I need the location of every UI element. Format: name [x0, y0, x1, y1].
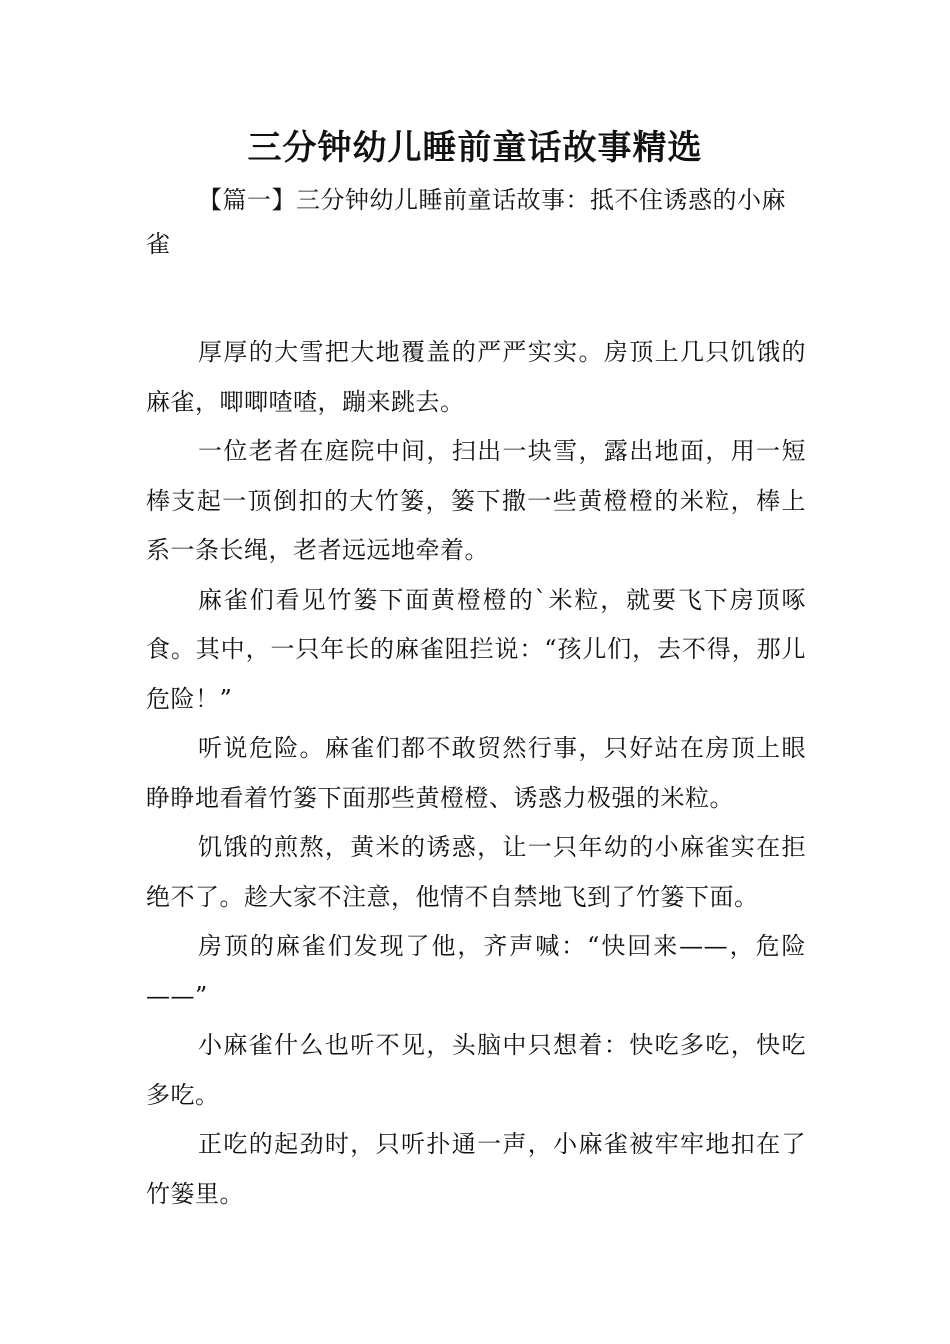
story-paragraph: 饥饿的煎熬，黄米的诱惑，让一只年幼的小麻雀实在拒绝不了。趁大家不注意，他情不自禁地飞到了竹篓下面。: [146, 833, 806, 911]
story-paragraph: 一位老者在庭院中间，扫出一块雪，露出地面，用一短棒支起一顶倒扣的大竹篓，篓下撒一些黄橙橙的米粒，棒上系一条长绳，老者远远地牵着。: [146, 437, 806, 564]
story-body: [146, 328, 806, 1219]
story-paragraph: 厚厚的大雪把大地覆盖的严严实实。房顶上几只饥饿的麻雀，唧唧喳喳，蹦来跳去。: [146, 338, 806, 416]
story-paragraph: 听说危险。麻雀们都不敢贸然行事，只好站在房顶上眼睁睁地看着竹篓下面那些黄橙橙、诱惑力极强的米粒。: [146, 734, 806, 812]
story-paragraph: 房顶的麻雀们发现了他，齐声喊：“快回来——，危险——”: [146, 932, 806, 1010]
story-paragraph: 正吃的起劲时，只听扑通一声，小麻雀被牢牢地扣在了竹篓里。: [146, 1130, 806, 1208]
section-heading: 【篇一】三分钟幼儿睡前童话故事：抵不住诱惑的小麻雀: [146, 186, 786, 258]
document-title: 三分钟幼儿睡前童话故事精选: [247, 128, 703, 168]
story-paragraph: 麻雀们看见竹篓下面黄橙橙的`米粒，就要飞下房顶啄食。其中，一只年长的麻雀阻拦说：“孩儿们，去不得，那儿危险！”: [146, 585, 806, 713]
story-paragraph: 小麻雀什么也听不见，头脑中只想着：快吃多吃，快吃多吃。: [146, 1031, 806, 1109]
